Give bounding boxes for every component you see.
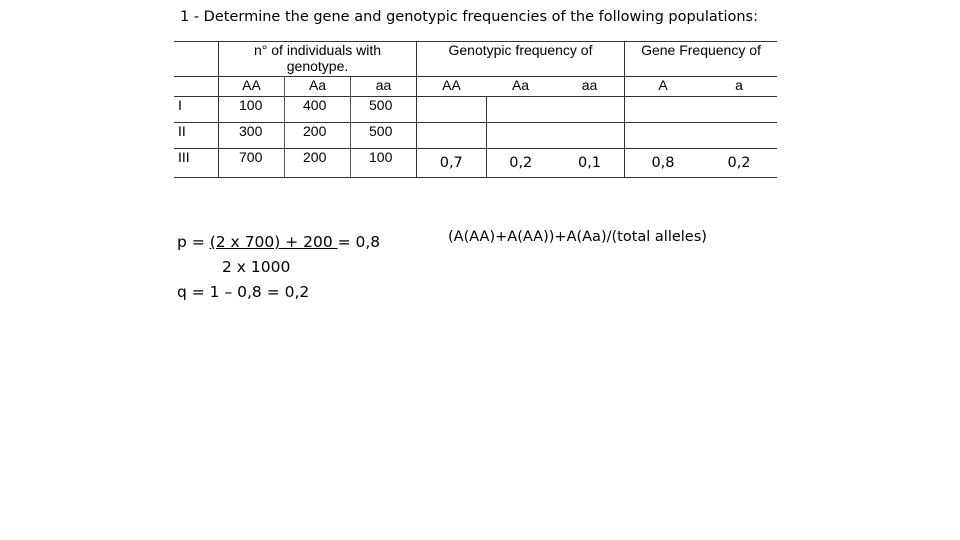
cell-freq-Aa xyxy=(486,97,555,123)
cell-freq-aa: 0,1 xyxy=(555,149,625,178)
table-header-row xyxy=(174,42,777,77)
cell-freq-aa xyxy=(555,97,625,123)
header-individuals-text: n° of individuals with genotype. xyxy=(254,42,381,74)
row-label: I xyxy=(174,97,219,123)
page-title: 1 - Determine the gene and genotypic frequencies of the following populations: xyxy=(180,9,758,25)
header-gene: Gene Frequency of xyxy=(625,42,778,77)
cell-Aa: 400 xyxy=(285,97,351,123)
col-header-aa: aa xyxy=(351,77,417,97)
cell-freq-AA: 0,7 xyxy=(417,149,487,178)
allele-formula: (A(AA)+A(AA))+A(Aa)/(total alleles) xyxy=(448,229,707,245)
cell-freq-AA xyxy=(417,97,487,123)
header-genotypic: Genotypic frequency of xyxy=(417,42,625,77)
subheader-empty-cell xyxy=(174,77,219,97)
p-result: = 0,8 xyxy=(337,233,381,251)
cell-gene-A xyxy=(625,97,702,123)
cell-Aa: 200 xyxy=(285,123,351,149)
p-numerator: (2 x 700) + 200 xyxy=(209,233,338,251)
cell-freq-aa xyxy=(555,123,625,149)
table-row xyxy=(174,149,777,178)
col-header-freq-AA: AA xyxy=(417,77,487,97)
col-header-gene-a: a xyxy=(701,77,777,97)
col-header-freq-aa: aa xyxy=(555,77,625,97)
col-header-Aa: Aa xyxy=(285,77,351,97)
cell-Aa: 200 xyxy=(285,149,351,178)
p-prefix: p = xyxy=(177,233,210,251)
p-q-calculation xyxy=(177,230,380,305)
cell-aa: 100 xyxy=(351,149,417,178)
table-row xyxy=(174,97,777,123)
cell-AA: 300 xyxy=(219,123,285,149)
cell-freq-Aa xyxy=(486,123,555,149)
cell-AA: 100 xyxy=(219,97,285,123)
row-label: II xyxy=(174,123,219,149)
col-header-freq-Aa: Aa xyxy=(486,77,555,97)
col-header-AA: AA xyxy=(219,77,285,97)
cell-freq-Aa: 0,2 xyxy=(486,149,555,178)
q-line: q = 1 – 0,8 = 0,2 xyxy=(177,283,310,301)
header-individuals xyxy=(219,42,417,77)
p-denominator: 2 x 1000 xyxy=(222,258,291,276)
cell-freq-AA xyxy=(417,123,487,149)
cell-gene-a: 0,2 xyxy=(701,149,777,178)
cell-gene-a xyxy=(701,123,777,149)
header-empty-cell xyxy=(174,42,219,77)
cell-gene-A: 0,8 xyxy=(625,149,702,178)
cell-AA: 700 xyxy=(219,149,285,178)
table-row xyxy=(174,123,777,149)
table-subheader-row xyxy=(174,77,777,97)
frequency-table xyxy=(174,41,777,178)
cell-aa: 500 xyxy=(351,123,417,149)
cell-gene-a xyxy=(701,97,777,123)
p-line xyxy=(177,230,380,255)
cell-gene-A xyxy=(625,123,702,149)
cell-aa: 500 xyxy=(351,97,417,123)
row-label: III xyxy=(174,149,219,178)
col-header-gene-A: A xyxy=(625,77,702,97)
